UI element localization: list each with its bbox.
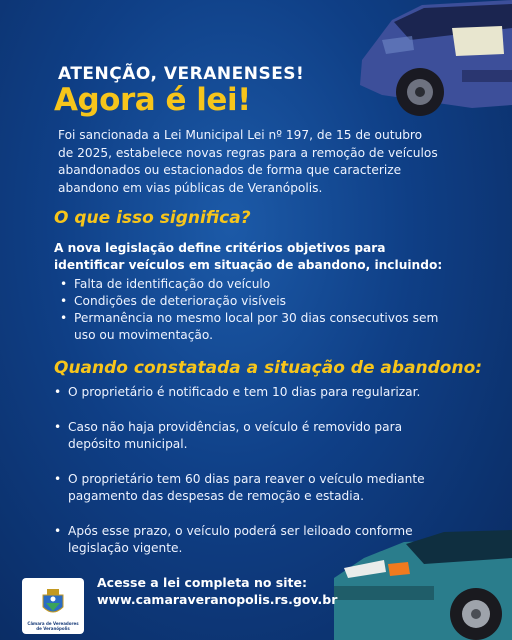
logo-label	[27, 621, 78, 631]
main-title: Agora é lei!	[54, 82, 251, 118]
logo-label-line1: Câmara de Vereadores	[27, 621, 79, 626]
abandoned-car-top-image	[352, 0, 512, 118]
list-item: • Condições de deterioração visíveis	[60, 293, 440, 310]
list-item: • Falta de identificação do veículo	[60, 276, 440, 293]
section-title-abandonment: Quando constatada a situação de abandono:	[54, 358, 483, 378]
section-lead: A nova legislação define critérios objetivos para identificar veículos em situação de abandono, incluindo:	[54, 241, 443, 272]
list-item: • O proprietário tem 60 dias para reaver o veículo mediante pagamento das despesas de remoção e estadia.	[54, 471, 434, 505]
intro-paragraph: Foi sancionada a Lei Municipal Lei nº 197, de 15 de outubro de 2025, estabelece novas regras para a remoção de veículos abandonados ou estacionados de forma que caracterize abandono em vias públicas de Veranópolis.	[58, 128, 438, 195]
coat-of-arms-icon	[40, 589, 66, 619]
criteria-list	[60, 276, 440, 344]
list-item: • Após esse prazo, o veículo poderá ser leiloado conforme legislação vigente.	[54, 523, 434, 557]
logo-label-line2: de Veranópolis	[36, 626, 70, 631]
abandoned-car-bottom-image	[334, 528, 512, 640]
list-item: • Caso não haja providências, o veículo é removido para depósito municipal.	[54, 419, 434, 453]
website-cta	[97, 574, 337, 608]
alert-heading: ATENÇÃO, VERANENSES!	[58, 64, 305, 84]
list-item: • Permanência no mesmo local por 30 dias consecutivos sem uso ou movimentação.	[60, 310, 440, 344]
website-link[interactable]: www.camaraveranopolis.rs.gov.br	[97, 592, 338, 607]
list-item: • O proprietário é notificado e tem 10 dias para regularizar.	[54, 384, 434, 401]
cta-label: Acesse a lei completa no site:	[97, 575, 307, 590]
section-title-meaning: O que isso significa?	[54, 208, 251, 228]
chamber-logo	[22, 578, 84, 634]
